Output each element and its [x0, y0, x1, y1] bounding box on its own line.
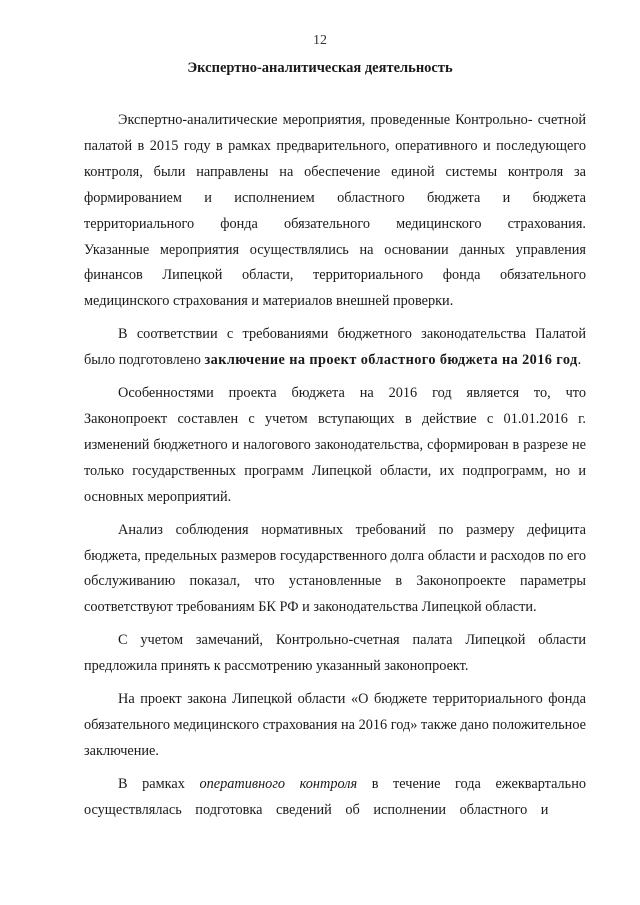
text-line: В соответствии с требованиями бюджетного законодательства Палатой: [118, 326, 586, 343]
text-line: бюджета, предельных размеров государственного долга области и расходов: [84, 547, 545, 564]
paragraph-operational-control: [84, 772, 586, 824]
bold-phrase: заключение на проект областного бюджета на 2016 год: [204, 352, 578, 369]
text-line: территориального фонда обязательного медицинского страхования.: [84, 215, 586, 232]
paragraph-budget-conclusion: [84, 322, 586, 374]
text-line: разрезе не только государственных программ Липецкой области, их: [84, 436, 586, 479]
text-line: счетной палатой в 2015 году в рамках предварительного, оперативного и: [84, 112, 586, 154]
document-body: [84, 108, 586, 824]
text-line: изменений бюджетного и налогового законодательства, сформирован в: [84, 436, 520, 453]
text-line: На проект закона Липецкой области «О бюджете территориального: [118, 691, 543, 708]
text-line: Законопроект составлен с учетом вступающих в действие с 01.01.2016 г.: [84, 410, 586, 427]
text-line: фонда обязательного медицинского страхования на 2016 год» также дано: [84, 691, 586, 733]
text-line: медицинского страхования и материалов внешней проверки.: [84, 293, 454, 310]
paragraph-remarks: [84, 628, 586, 680]
section-heading: Экспертно-аналитическая деятельность: [187, 60, 453, 76]
paragraph-expert-activities: [84, 108, 586, 315]
text-line: финансов Липецкой области, территориального фонда обязательного: [84, 267, 586, 284]
paragraph-budget-features: [84, 381, 586, 511]
text-line: Особенностями проекта бюджета на 2016 год является то, что: [118, 385, 586, 402]
text-line: контроля за формированием и исполнением областного бюджета и бюджета: [84, 163, 587, 206]
paragraph-medical-fund: [84, 687, 586, 765]
text-line: по его обслуживанию показал, что установленные в Законопроекте: [84, 547, 587, 590]
text-line: области.: [485, 599, 537, 616]
text-line: Анализ соблюдения нормативных требований по размеру дефицита: [118, 521, 586, 538]
text-line: последующего контроля, были направлены на обеспечение единой системы: [84, 137, 586, 180]
text-line: осуществлялась подготовка сведений об исполнении областного и: [84, 801, 549, 818]
text-line: Указанные мероприятия осуществлялись на основании данных управления: [84, 241, 586, 258]
text-line: подпрограмм, но и основных мероприятий.: [84, 462, 586, 505]
text-line: параметры соответствуют требованиям БК РФ и законодательства Липецкой: [84, 573, 587, 616]
page-number: 12: [313, 33, 327, 48]
text-line: предложила принять к рассмотрению указанный законопроект.: [84, 658, 469, 675]
text-fragment: в течение года ежеквартально: [357, 775, 586, 792]
text-line: Экспертно-аналитические мероприятия, проведенные Контрольно-: [118, 112, 533, 128]
paragraph-deficit-analysis: [84, 518, 586, 622]
text-line: было подготовлено: [84, 352, 205, 369]
punctuation: .: [577, 352, 582, 369]
italic-phrase: оперативного контроля: [199, 775, 358, 792]
text-fragment: В рамках: [118, 775, 200, 792]
text-line: положительное заключение.: [84, 716, 586, 759]
text-line: С учетом замечаний, Контрольно-счетная палата Липецкой области: [118, 632, 586, 649]
